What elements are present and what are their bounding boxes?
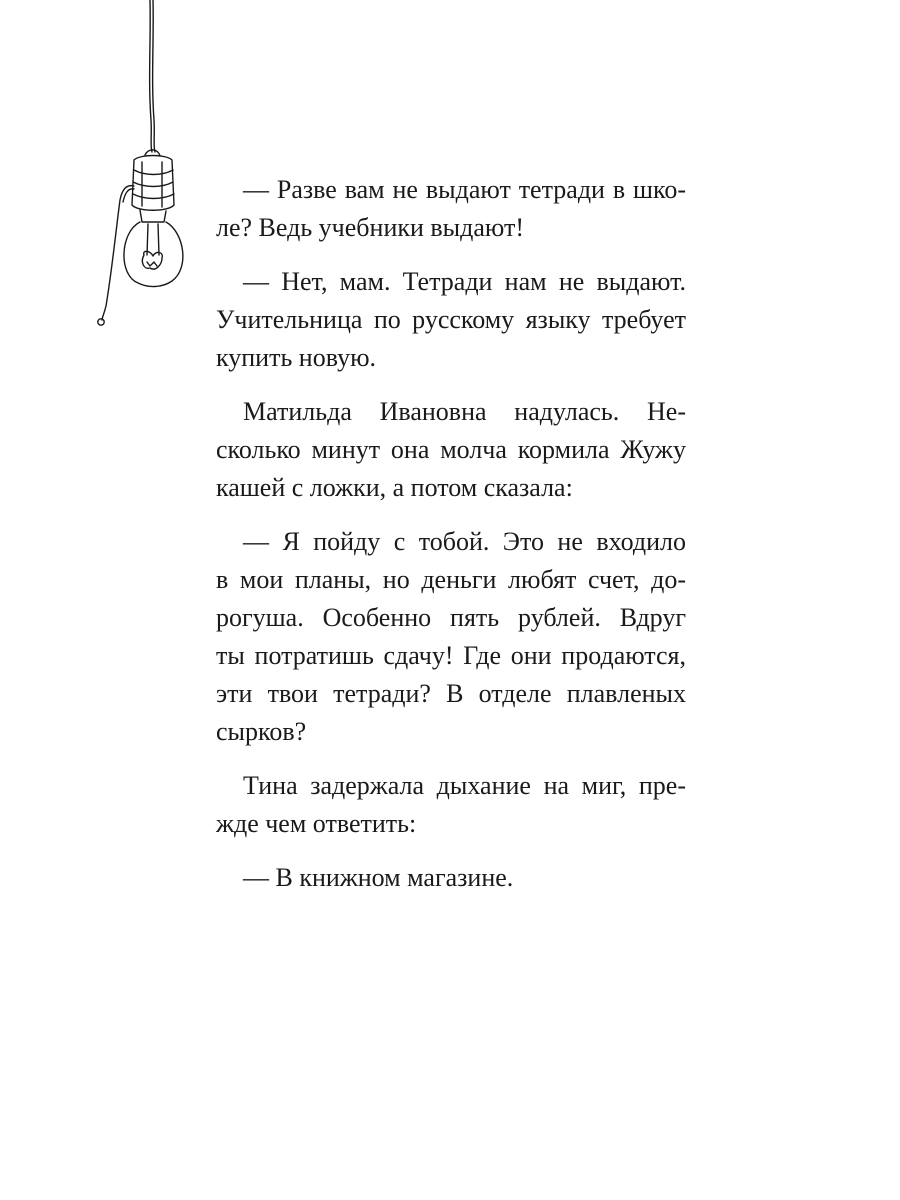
text-block xyxy=(216,171,686,913)
text-line: — Я пойду с тобой. Это не входило xyxy=(243,527,686,556)
text-line: сырков? xyxy=(216,717,307,746)
text-line: ле? Ведь учебники выдают! xyxy=(216,213,525,242)
text-line: Матильда Ивановна надулась. Не- xyxy=(243,397,686,426)
text-line: сколько минут она молча кормила Жужу xyxy=(216,435,686,464)
text-line: ты потратишь сдачу! Где они продаются, xyxy=(216,641,686,670)
paragraph xyxy=(216,767,686,843)
text-line: рогуша. Особенно пять рублей. Вдруг xyxy=(216,603,686,632)
text-line: — Разве вам не выдают тетради в шко- xyxy=(243,175,686,204)
paragraph xyxy=(216,393,686,507)
text-line: кашей с ложки, а потом сказала: xyxy=(216,473,573,502)
hanging-light-bulb-icon xyxy=(90,0,200,340)
text-line: в мои планы, но деньги любят счет, до- xyxy=(216,565,686,594)
paragraph xyxy=(216,859,686,897)
paragraph xyxy=(216,263,686,377)
paragraph xyxy=(216,171,686,247)
text-line: Учительница по русскому языку требует xyxy=(216,305,686,334)
text-line: купить новую. xyxy=(216,343,377,372)
text-line: Тина задержала дыхание на миг, пре- xyxy=(243,771,686,800)
paragraph xyxy=(216,523,686,751)
text-line: жде чем ответить: xyxy=(216,809,417,838)
text-line: — Нет, мам. Тетради нам не выдают. xyxy=(243,267,686,296)
text-line: — В книжном магазине. xyxy=(243,863,514,892)
text-line: эти твои тетради? В отделе плавленых xyxy=(216,679,686,708)
